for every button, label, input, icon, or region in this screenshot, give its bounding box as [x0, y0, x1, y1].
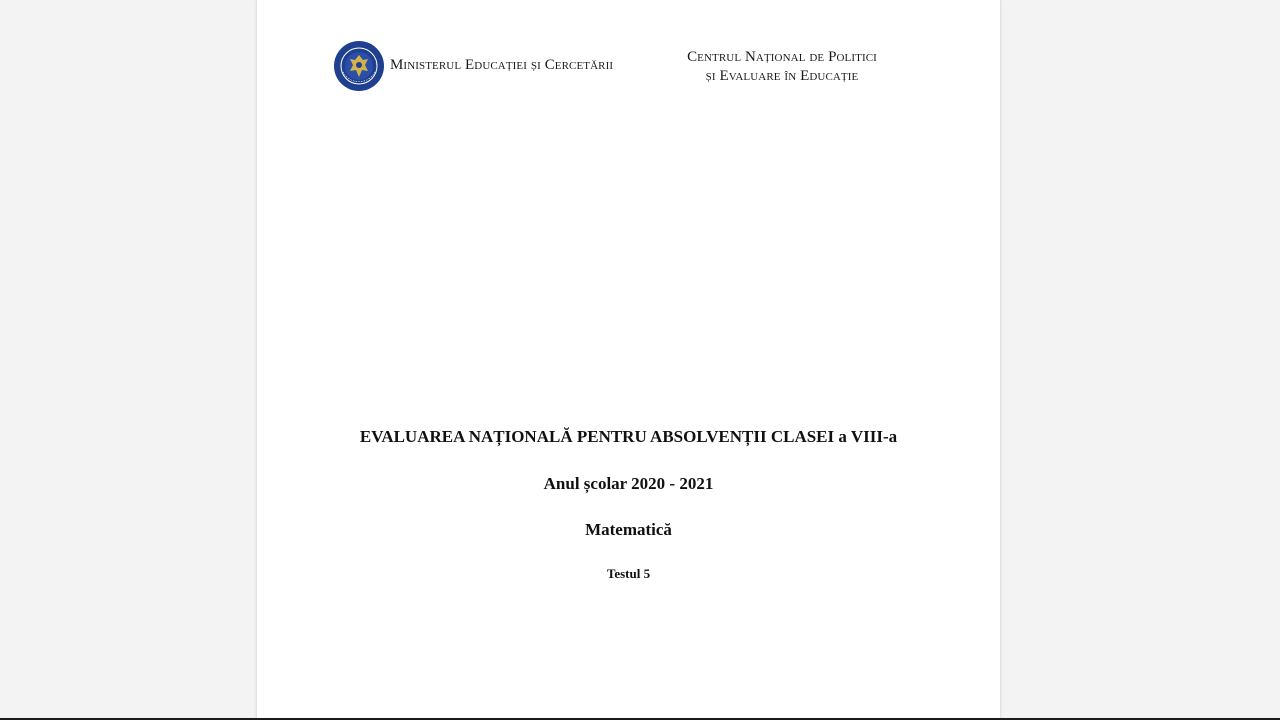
- school-year: Anul școlar 2020 - 2021: [543, 474, 714, 493]
- center-name-line-1: Centrul Național de Politici: [687, 49, 877, 65]
- exam-title: EVALUAREA NAȚIONALĂ PENTRU ABSOLVENȚII CLASEI a VIII-a: [359, 427, 898, 446]
- evaluation-center-name: [652, 48, 912, 86]
- government-seal-icon: [333, 40, 385, 92]
- subject: Matematică: [585, 520, 672, 539]
- center-name-line-2: și Evaluare în Educație: [705, 68, 859, 84]
- ministry-name: Ministerul Educației și Cercetării: [390, 57, 614, 73]
- document-page: [256, 0, 1001, 720]
- test-number: Testul 5: [606, 566, 651, 581]
